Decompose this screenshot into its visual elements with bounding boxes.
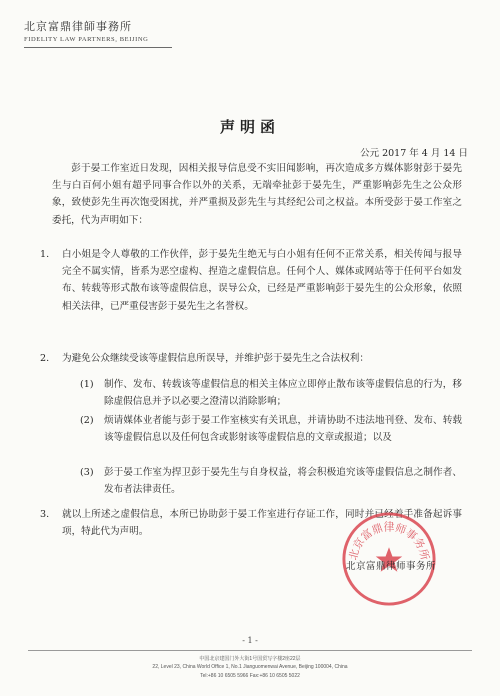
letterhead-divider [24, 47, 172, 48]
letterhead-firm-name-cn: 北京富鼎律師事務所 [24, 20, 132, 33]
signature-firm-name: 北京富鼎律师事务所 [346, 561, 437, 572]
statement-item-text: 为避免公众继续受该等虚假信息所误导，并维护彭于晏先生之合法权利： [62, 353, 369, 364]
statement-item-text: 白小姐是令人尊敬的工作伙伴，彭于晏先生绝无与白小姐有任何不正常关系，相关传闻与报导完全不属实情，皆系为恶空虚构、捏造之虚假信息。任何个人、媒体或网站等于任何平台如发布、转载等形式散布该等虚假信息，误导公众，已经是严重影响彭于晏先生的公众形象，依照相关法律，已严重侵害彭于晏先生之名誉权。 [62, 249, 462, 312]
statement-subitem-number: (2) [80, 415, 94, 426]
statement-item-text: 就以上所述之虚假信息，本所已协助彭于晏工作室进行存证工作，同时并已经着手准备起诉事项，特此代为声明。 [62, 509, 462, 538]
statement-item-number: 2. [40, 353, 50, 364]
footer-address-cn: 中国北京建国门外大街1号国贸写字楼2座22层 [199, 656, 301, 662]
intro-paragraph: 彭于晏工作室近日发现，因相关报导信息受不实旧闻影响，再次造成多方媒体影射彭于晏先生与白百何小姐有超乎同事合作以外的关系，无端牵扯彭于晏先生，严重影响彭先生之公众形象，致使彭先生再次饱受困扰，并严重损及彭先生与其经纪公司之权益。本所受彭于晏工作室之委托，代为声明如下： [52, 163, 462, 226]
footer-contact: Tel:+86 10 6505 5966 Fax:+86 10 6505 5022 [200, 673, 300, 679]
statement-subitem-text: 烦请媒体业者能与彭于晏工作室核实有关讯息，并请协助不违法地刊登、发布、转载该等虚假信息以及任何包含或影射该等虚假信息的文章或报道；以及 [104, 415, 462, 444]
page-number: - 1 - [242, 636, 258, 645]
document-date: 公元 2017 年 4 月 14 日 [360, 148, 468, 159]
statement-subitem-text: 彭于晏工作室为捍卫彭于晏先生与自身权益，将会积极追究该等虚假信息之制作者、发布者法律责任。 [104, 467, 462, 496]
letterhead-firm-name-en: FIDELITY LAW PARTNERS, BEIJING [24, 36, 149, 43]
statement-subitem-3 [80, 464, 462, 498]
statement-item-1 [40, 246, 462, 315]
statement-subitem-number: (3) [80, 467, 94, 478]
statement-item-number: 3. [40, 509, 50, 520]
statement-subitem-2 [80, 412, 462, 446]
statement-subitem-number: (1) [80, 379, 94, 390]
statement-item-number: 1. [40, 249, 50, 260]
statement-item-2 [40, 350, 462, 367]
statement-subitem-text: 制作、发布、转载该等虚假信息的相关主体应立即停止散布该等虚假信息的行为，移除虚假信息并予以必要之澄清以消除影响； [104, 379, 462, 408]
footer-divider [28, 650, 472, 651]
footer-address-en: 22, Level 23, China World Office 1, No.1 Jianguomenwai Avenue, Beijing 100004, China [152, 664, 348, 670]
seal-text: 北京富鼎律师事务所 [346, 520, 432, 562]
statement-subitem-1 [80, 376, 462, 410]
document-title: 声明函 [219, 118, 280, 136]
